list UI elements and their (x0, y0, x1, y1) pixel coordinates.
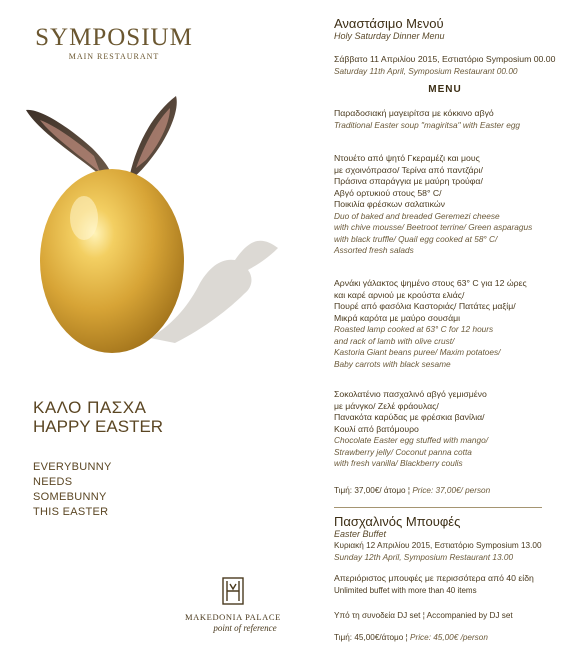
course-line-english: with fresh vanilla/ Blackberry coulis (334, 458, 463, 468)
course-line-english: Kastoria Giant beans puree/ Maxim potatoes/ (334, 347, 501, 357)
buffet-price-greek: Τιμή: 45,00€/άτομο (334, 633, 404, 642)
course-line-english: with chive mousse/ Beetroot terrine/ Green asparagus (334, 222, 533, 232)
slogan (33, 460, 112, 520)
slogan-line: EVERYBUNNY (33, 461, 112, 473)
hotel-monogram-icon (222, 577, 244, 605)
hotel-tagline: point of reference (213, 623, 277, 633)
course-line-english: Strawberry jelly/ Coconut panna cotta (334, 446, 472, 457)
course-line-english: Roasted lamp cooked at 63° C for 12 hours (334, 324, 494, 334)
buffet-title-greek: Πασχαλινός Μπουφές (334, 514, 461, 529)
course-line-greek: Αβγό ορτυκιού στους 58° C/ (334, 187, 442, 198)
dinner-title-greek: Αναστάσιμο Μενού (334, 16, 444, 31)
hotel-logo (178, 577, 288, 633)
menu-heading: MENU (428, 84, 462, 95)
course-4 (334, 389, 574, 470)
buffet-date-greek: Κυριακή 12 Απριλίου 2015, Εστιατόριο Symposium 13.00 (334, 541, 542, 550)
course-3 (334, 278, 574, 370)
course-line-english: Baby carrots with black sesame (334, 358, 451, 369)
course-line-greek: Ποικιλία φρέσκων σαλατικών (334, 199, 445, 209)
buffet-description (334, 573, 574, 596)
course-line-greek: Μικρά καρότα με μαύρο σουσάμι (334, 312, 461, 323)
buffet-desc-greek: Απεριόριστος μπουφές με περισσότερα από 40 είδη (334, 573, 534, 583)
greeting-greek: ΚΑΛΟ ΠΑΣΧΑ (33, 398, 147, 417)
slogan-line: THIS EASTER (33, 506, 109, 518)
course-line-english: Duo of baked and breaded Geremezi cheese (334, 210, 500, 221)
dinner-date-english: Saturday 11th April, Symposium Restaurant 00.00 (334, 65, 518, 76)
hotel-name: MAKEDONIA PALACE (185, 612, 281, 622)
golden-egg (40, 169, 184, 353)
course-2 (334, 153, 574, 257)
buffet-title-english: Easter Buffet (334, 529, 387, 539)
course-line-greek: Πανακότα καρύδας με φρέσκια βανίλια/ (334, 412, 485, 422)
course-line-greek: Πουρέ από φασόλια Καστοριάς/ Πατάτες μαξίμ/ (334, 301, 516, 311)
buffet-price (334, 632, 574, 643)
dinner-date-greek: Σάββατο 11 Απριλίου 2015, Εστιατόριο Symposium 00.00 (334, 54, 556, 64)
course-line-greek: Κουλί από βατόμουρο (334, 423, 419, 434)
course-line-greek: και καρέ αρνιού με κρούστα ελιάς/ (334, 289, 465, 300)
course-line-greek: Ντουέτο από ψητό Γκεραμέζι και μους (334, 153, 480, 163)
section-divider (334, 507, 542, 508)
dinner-price-greek: Τιμή: 37,00€/ άτομο (334, 486, 406, 495)
course-line-greek: Παραδοσιακή μαγειρίτσα με κόκκινο αβγό (334, 108, 494, 118)
course-line-english: Traditional Easter soup "magiritsa" with Easter egg (334, 119, 521, 130)
brand-subtitle: MAIN RESTAURANT (68, 52, 160, 61)
dinner-price (334, 485, 574, 496)
brand-name: SYMPOSIUM (35, 24, 193, 51)
brand-logo (34, 24, 194, 62)
dinner-title-english: Holy Saturday Dinner Menu (334, 31, 445, 41)
price-separator: ¦ (407, 486, 411, 495)
course-line-greek: Σοκολατένιο πασχαλινό αβγό γεμισμένο (334, 389, 487, 399)
slogan-line: SOMEBUNNY (33, 491, 107, 503)
course-line-english: with black truffle/ Quail egg cooked at 58° C/ (334, 233, 498, 244)
buffet-header (334, 515, 574, 563)
course-line-greek: με μάνγκο/ Ζελέ φράουλας/ (334, 400, 439, 411)
dj-separator: ¦ (422, 611, 425, 620)
dj-greek: Υπό τη συνοδεία DJ set (334, 611, 421, 620)
buffet-date-english: Sunday 12th April, Symposium Restaurant 13.00 (334, 551, 514, 562)
course-line-greek: Πράσινα σπαράγγια με μαύρη τρούφα/ (334, 176, 483, 186)
dj-english: Accompanied by DJ set (426, 611, 513, 620)
course-line-english: and rack of lamb with olive crust/ (334, 335, 455, 346)
course-1 (334, 108, 574, 131)
course-line-greek: με σχοινόπρασο/ Τερίνα από παντζάρι/ (334, 164, 483, 175)
buffet-dj (334, 610, 574, 621)
slogan-line: NEEDS (33, 476, 73, 488)
dinner-price-english: Price: 37,00€/ person (412, 486, 491, 495)
greeting-english: HAPPY EASTER (33, 417, 164, 436)
buffet-desc-english: Unlimited buffet with more than 40 items (334, 585, 477, 595)
buffet-price-english: Price: 45,00€ /person (410, 633, 488, 642)
price-separator: ¦ (405, 633, 408, 642)
course-line-english: Assorted fresh salads (334, 245, 414, 255)
course-line-english: Chocolate Easter egg stuffed with mango/ (334, 435, 489, 445)
golden-egg-bunny-ears-illustration (0, 88, 300, 368)
dinner-header (334, 17, 574, 77)
course-line-greek: Αρνάκι γάλακτος ψημένο στους 63° C για 12 ώρες (334, 278, 527, 288)
